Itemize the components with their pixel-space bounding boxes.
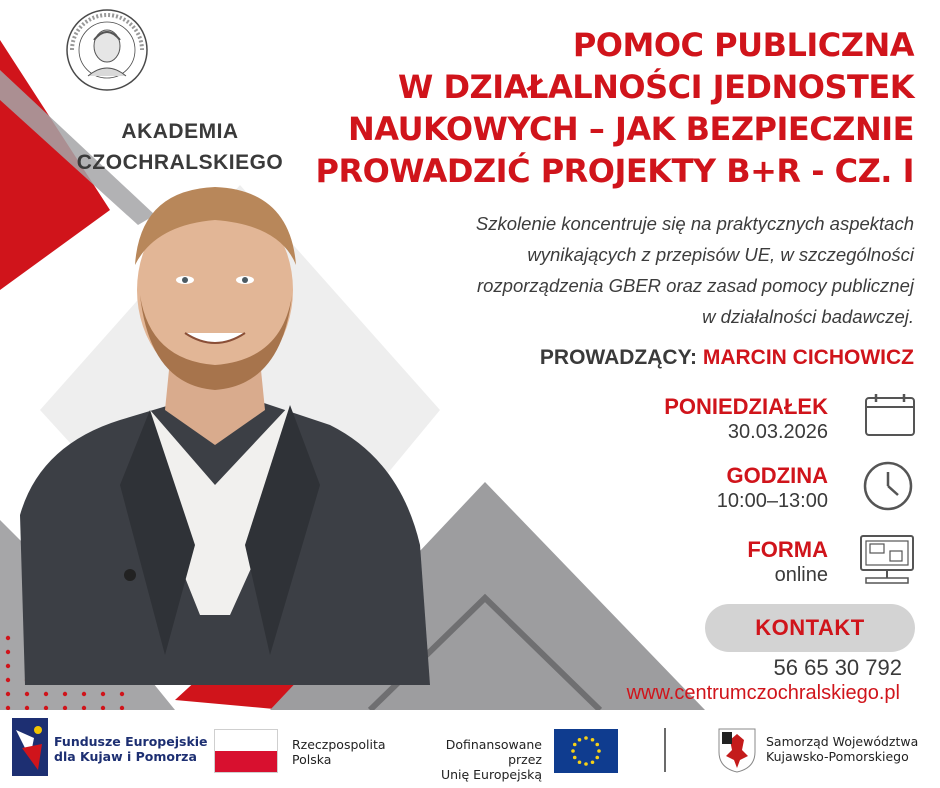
computer-monitor-icon (858, 533, 916, 585)
fe-line-2: dla Kujaw i Pomorza (54, 749, 197, 764)
form-label: FORMA (747, 537, 828, 562)
time-label: GODZINA (726, 463, 828, 488)
desc-line-1: Szkolenie koncentruje się na praktycznych aspektach (475, 213, 914, 234)
bg-dot (6, 692, 10, 696)
contact-website[interactable]: www.centrumczochralskiego.pl (626, 682, 900, 704)
rp-line-1: Rzeczpospolita (292, 737, 386, 752)
eu-star (595, 743, 599, 747)
eu-star (573, 743, 577, 747)
poland-flag-icon (214, 729, 278, 773)
bg-dot (82, 692, 86, 696)
desc-line-2: wynikających z przepisów UE, w szczególności (527, 244, 914, 265)
sw-line-1: Samorząd Województwa (766, 734, 919, 749)
clock-icon (862, 460, 914, 512)
coat-of-arms-icon (716, 726, 758, 774)
contact-button[interactable]: KONTAKT (705, 604, 915, 652)
sw-line-2: Kujawsko-Pomorskiego (766, 749, 909, 764)
lead-name: MARCIN CICHOWICZ (702, 346, 914, 369)
title-line-4: PROWADZIĆ PROJEKTY B+R - CZ. I (315, 152, 914, 190)
bg-dot (120, 706, 124, 710)
title-line-3: NAUKOWYCH – JAK BEZPIECZNIE (348, 110, 914, 148)
bg-dot (44, 706, 48, 710)
eu-star (584, 762, 588, 766)
eu-line-2: Unię Europejską (440, 767, 542, 782)
fe-line-1: Fundusze Europejskie (54, 734, 208, 749)
lead-trainer (314, 346, 914, 370)
eu-star (573, 756, 577, 760)
eu-star (578, 738, 582, 742)
page-title (294, 24, 914, 192)
title-line-2: W DZIAŁALNOŚCI JEDNOSTEK (398, 68, 914, 106)
eu-line-1: Dofinansowane przez (445, 737, 542, 767)
form-value: online (774, 564, 828, 586)
eu-star (597, 749, 601, 753)
bg-dot (25, 692, 29, 696)
bg-dot (63, 692, 67, 696)
lead-label: PROWADZĄCY: (539, 346, 698, 369)
seal-logo (64, 4, 150, 108)
time-value: 10:00–13:00 (716, 490, 828, 512)
rp-line-2: Polska (292, 752, 332, 767)
bg-dot (101, 706, 105, 710)
eu-star (584, 736, 588, 740)
bg-dot (25, 706, 29, 710)
bg-dot (82, 706, 86, 710)
academy-line-2: CZOCHRALSKIEGO (76, 151, 284, 174)
eu-star (591, 760, 595, 764)
event-form (747, 537, 828, 587)
eu-flag-icon (554, 729, 618, 773)
footer-divider (664, 728, 666, 772)
eu-star (578, 760, 582, 764)
calendar-icon (864, 393, 916, 437)
bg-dot (44, 692, 48, 696)
contact-phone: 56 65 30 792 (773, 655, 902, 680)
desc-line-3: rozporządzenia GBER oraz zasad pomocy publicznej (476, 275, 914, 296)
fe-text (54, 734, 208, 764)
sw-text (766, 734, 918, 764)
course-description (334, 208, 914, 332)
rp-text (292, 737, 386, 767)
bg-dot (6, 706, 10, 710)
bg-dot (120, 692, 124, 696)
academy-line-1: AKADEMIA (121, 120, 239, 143)
eu-text (412, 737, 542, 782)
title-line-1: POMOC PUBLICZNA (572, 26, 914, 64)
day-label: PONIEDZIAŁEK (664, 394, 828, 419)
bg-dot (101, 692, 105, 696)
event-date: 30.03.2026 (727, 421, 828, 443)
eu-star (591, 738, 595, 742)
desc-line-4: w działalności badawczej. (702, 306, 914, 327)
event-time (717, 463, 828, 513)
eu-star (595, 756, 599, 760)
academy-name (50, 116, 310, 178)
fe-logo-icon (12, 718, 48, 776)
bg-dot (63, 706, 67, 710)
event-day (664, 394, 828, 444)
eu-star (571, 749, 575, 753)
